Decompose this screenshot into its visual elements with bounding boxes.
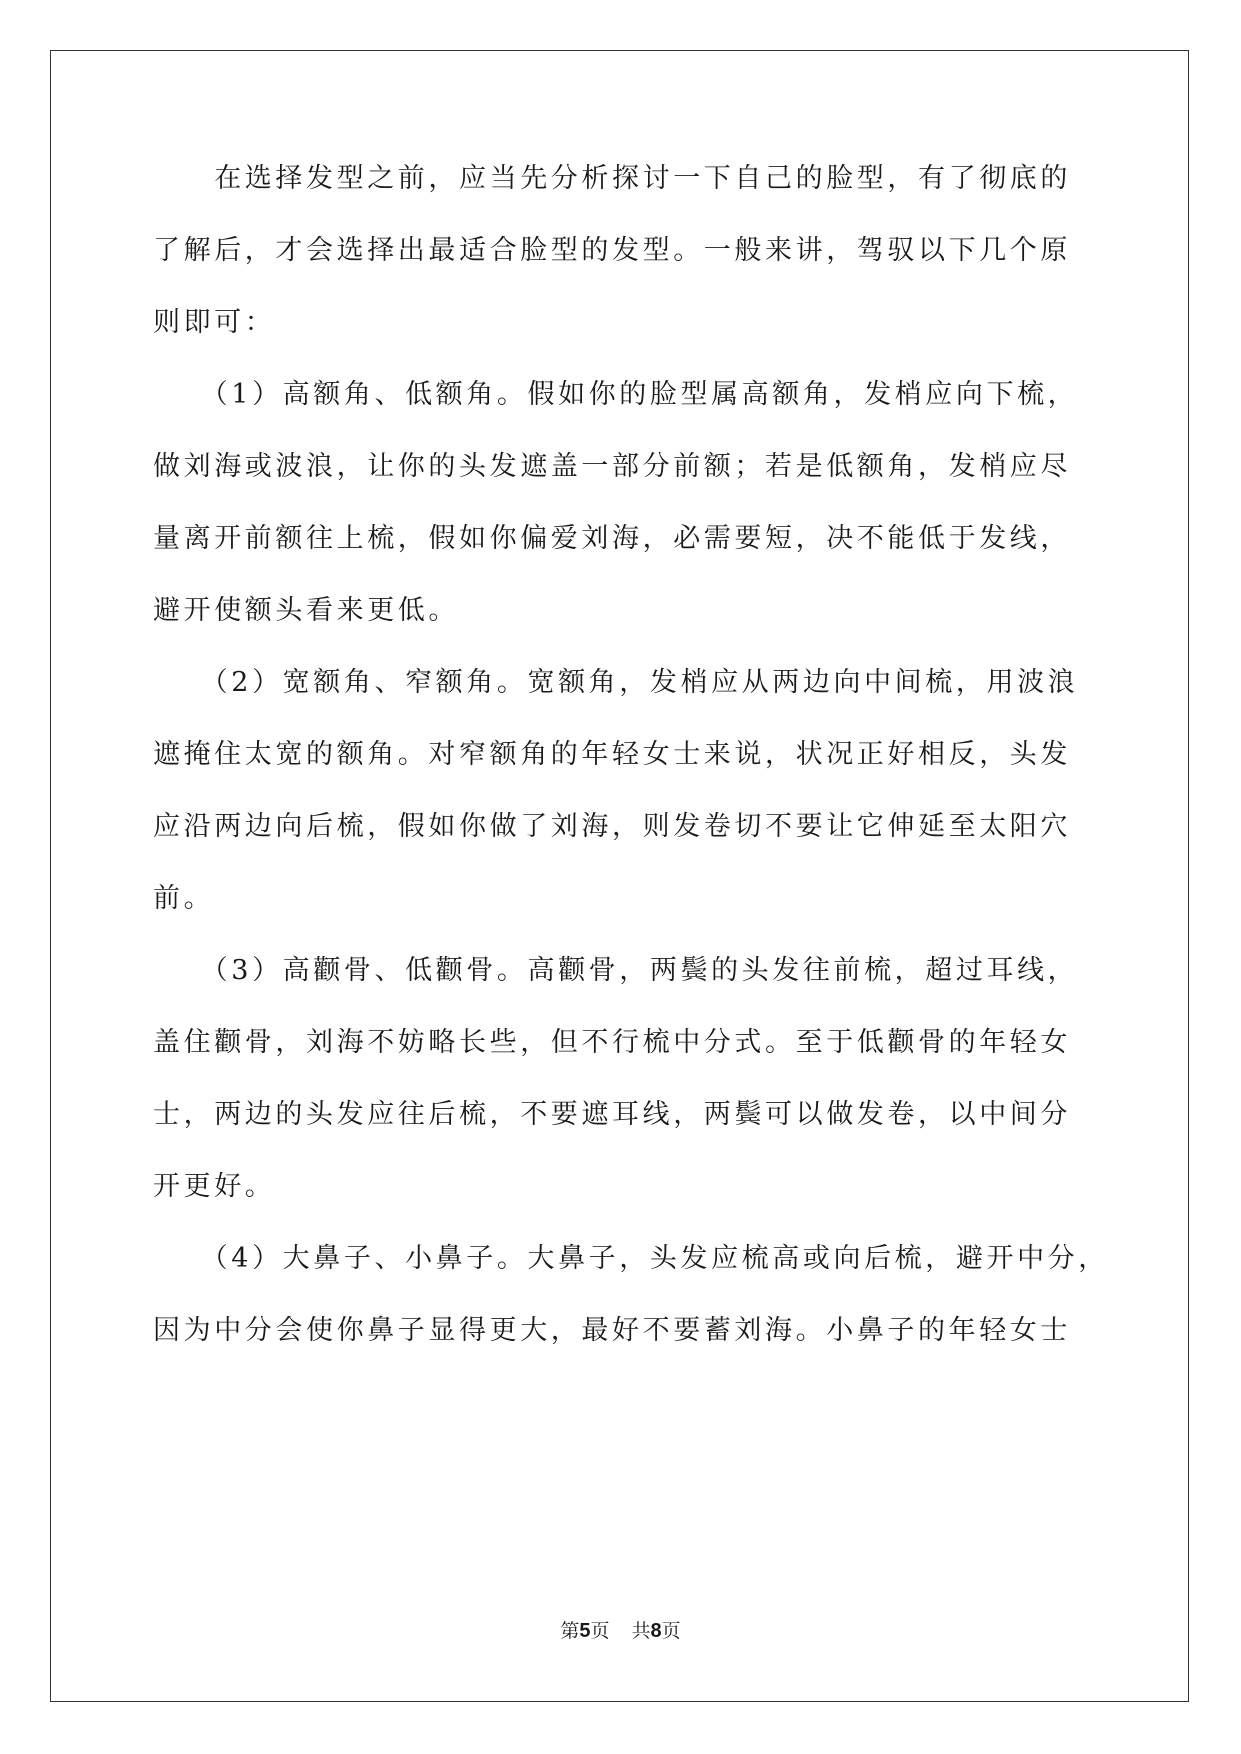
text-line-13: 盖住颧骨，刘海不妨略长些，但不行梳中分式。至于低颧骨的年轻女 bbox=[153, 1027, 1071, 1058]
footer-page-suffix: 页 bbox=[590, 1620, 610, 1642]
page-footer bbox=[0, 1618, 1241, 1644]
text-line-17: 因为中分会使你鼻子显得更大，最好不要蓄刘海。小鼻子的年轻女士 bbox=[153, 1315, 1071, 1346]
text-line-7: 避开使额头看来更低。 bbox=[153, 595, 459, 626]
footer-page-prefix: 第 bbox=[560, 1620, 580, 1642]
text-line-11: 前。 bbox=[153, 883, 215, 914]
text-line-2: 了解后，才会选择出最适合脸型的发型。一般来讲，驾驭以下几个原 bbox=[153, 235, 1071, 266]
page-border bbox=[50, 50, 1189, 1702]
text-line-16: （4）大鼻子、小鼻子。大鼻子，头发应梳高或向后梳，避开中分， bbox=[153, 1243, 1109, 1274]
text-line-4: （1）高额角、低额角。假如你的脸型属高额角，发梢应向下梳， bbox=[153, 379, 1079, 410]
footer-total-suffix: 页 bbox=[661, 1620, 681, 1642]
footer-page-current: 5 bbox=[579, 1620, 591, 1642]
text-line-5: 做刘海或波浪，让你的头发遮盖一部分前额；若是低额角，发梢应尽 bbox=[153, 451, 1071, 482]
text-line-6: 量离开前额往上梳，假如你偏爱刘海，必需要短，决不能低于发线， bbox=[153, 523, 1071, 554]
text-line-12: （3）高颧骨、低颧骨。高颧骨，两鬓的头发往前梳，超过耳线， bbox=[153, 955, 1079, 986]
text-line-9: 遮掩住太宽的额角。对窄额角的年轻女士来说，状况正好相反，头发 bbox=[153, 739, 1071, 770]
text-line-10: 应沿两边向后梳，假如你做了刘海，则发卷切不要让它伸延至太阳穴 bbox=[153, 811, 1071, 842]
footer-total-prefix: 共 bbox=[631, 1620, 651, 1642]
text-line-3: 则即可： bbox=[153, 307, 276, 338]
text-line-8: （2）宽额角、窄额角。宽额角，发梢应从两边向中间梳，用波浪 bbox=[153, 667, 1079, 698]
text-line-15: 开更好。 bbox=[153, 1171, 276, 1202]
footer-page-total: 8 bbox=[650, 1620, 662, 1642]
text-line-1: 在选择发型之前，应当先分析探讨一下自己的脸型，有了彻底的 bbox=[153, 163, 1071, 194]
text-line-14: 士，两边的头发应往后梳，不要遮耳线，两鬓可以做发卷，以中间分 bbox=[153, 1099, 1071, 1130]
